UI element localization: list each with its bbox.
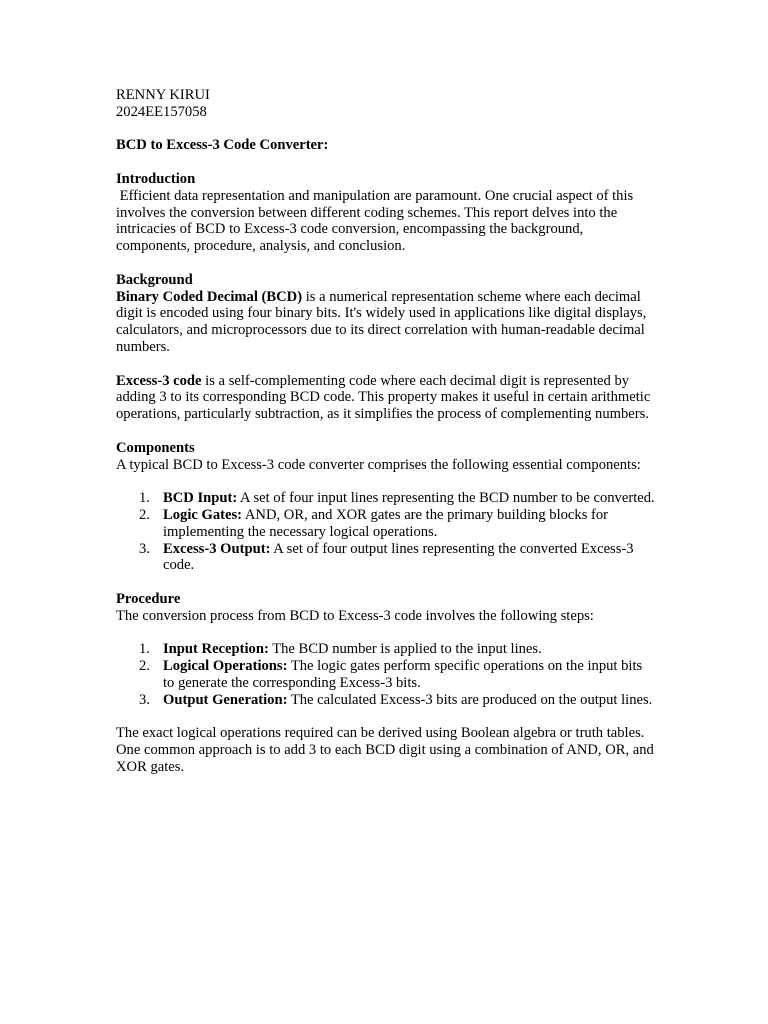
- list-number: 3.: [139, 540, 150, 557]
- spacer: [116, 121, 656, 138]
- list-number: 2.: [139, 658, 150, 675]
- bcd-paragraph: [116, 289, 656, 356]
- components-list: [116, 490, 656, 574]
- introduction-heading-text: Introduction: [116, 170, 196, 187]
- spacer: [116, 473, 656, 490]
- list-item-text: A set of four input lines representing the BCD number to be converted.: [237, 490, 655, 507]
- document-page: [116, 87, 656, 776]
- spacer: [116, 625, 656, 642]
- list-number: 1.: [139, 490, 150, 507]
- list-item-text: A set of four output lines representing the converted Excess-3 code.: [163, 540, 634, 574]
- procedure-heading: [116, 591, 656, 608]
- spacer: [116, 356, 656, 373]
- excess3-description: is a self-complementing code where each decimal digit is represented by adding 3 to its corresponding BCD code. This property makes it useful in certain arithmetic operations, particularly subtraction, as it simplifies the process of complementing numbers.: [116, 372, 651, 423]
- spacer: [116, 423, 656, 440]
- list-item: [116, 641, 656, 658]
- spacer: [116, 154, 656, 171]
- list-item-text: AND, OR, and XOR gates are the primary building blocks for implementing the necessary logical operations.: [163, 506, 609, 540]
- list-item: [116, 490, 656, 507]
- list-item-term: Logic Gates:: [163, 506, 243, 523]
- list-item-term: Input Reception:: [163, 641, 269, 658]
- id-number: 2024EE157058: [116, 103, 207, 120]
- list-item-text: The BCD number is applied to the input lines.: [268, 641, 542, 658]
- components-heading-text: Components: [116, 439, 195, 456]
- components-heading: [116, 440, 656, 457]
- list-number: 2.: [139, 506, 150, 523]
- author-name: RENNY KIRUI: [116, 87, 210, 103]
- components-intro: A typical BCD to Excess-3 code converter comprises the following essential components:: [116, 456, 641, 473]
- background-heading-text: Background: [116, 271, 193, 288]
- procedure-closing-paragraph: The exact logical operations required can be derived using Boolean algebra or truth tables. One common approach is to add 3 to each BCD digit using a combination of AND, OR, and XOR gates.: [116, 725, 654, 775]
- list-item-term: Output Generation:: [163, 691, 288, 708]
- list-number: 1.: [139, 641, 150, 658]
- list-item-term: Logical Operations:: [163, 658, 288, 675]
- document-title-text: BCD to Excess-3 Code Converter:: [116, 137, 329, 154]
- list-item-term: BCD Input:: [163, 490, 238, 507]
- list-item: [116, 541, 656, 575]
- spacer: [116, 574, 656, 591]
- list-number: 3.: [139, 691, 150, 708]
- list-item-text: The calculated Excess-3 bits are produced on the output lines.: [287, 691, 653, 708]
- introduction-paragraph: Efficient data representation and manipulation are paramount. One crucial aspect of this involves the conversion between different coding schemes. This report delves into the intricacies of BCD to Excess-3 code conversion, encompassing the background, components, procedure, analysis, and conclusion.: [116, 187, 637, 255]
- list-item: [116, 692, 656, 709]
- list-item-term: Excess-3 Output:: [163, 540, 271, 557]
- excess3-paragraph: [116, 373, 656, 423]
- bcd-description: is a numerical representation scheme where each decimal digit is encoded using four binary bits. It's widely used in applications like digital displays, calculators, and microprocessors due to its direct correlation with human-readable decimal numbers.: [116, 288, 647, 355]
- excess3-term: Excess-3 code: [116, 372, 202, 389]
- bcd-term: Binary Coded Decimal (BCD): [116, 288, 303, 305]
- background-heading: [116, 272, 656, 289]
- spacer: [116, 708, 656, 725]
- procedure-list: [116, 641, 656, 708]
- procedure-intro: The conversion process from BCD to Excess-3 code involves the following steps:: [116, 607, 594, 624]
- document-title: [116, 137, 656, 154]
- list-item: [116, 507, 656, 541]
- spacer: [116, 255, 656, 272]
- list-item-text: The logic gates perform specific operations on the input bits to generate the corresponding Excess-3 bits.: [163, 658, 643, 691]
- introduction-heading: [116, 171, 656, 188]
- procedure-heading-text: Procedure: [116, 590, 181, 607]
- list-item: [116, 658, 656, 692]
